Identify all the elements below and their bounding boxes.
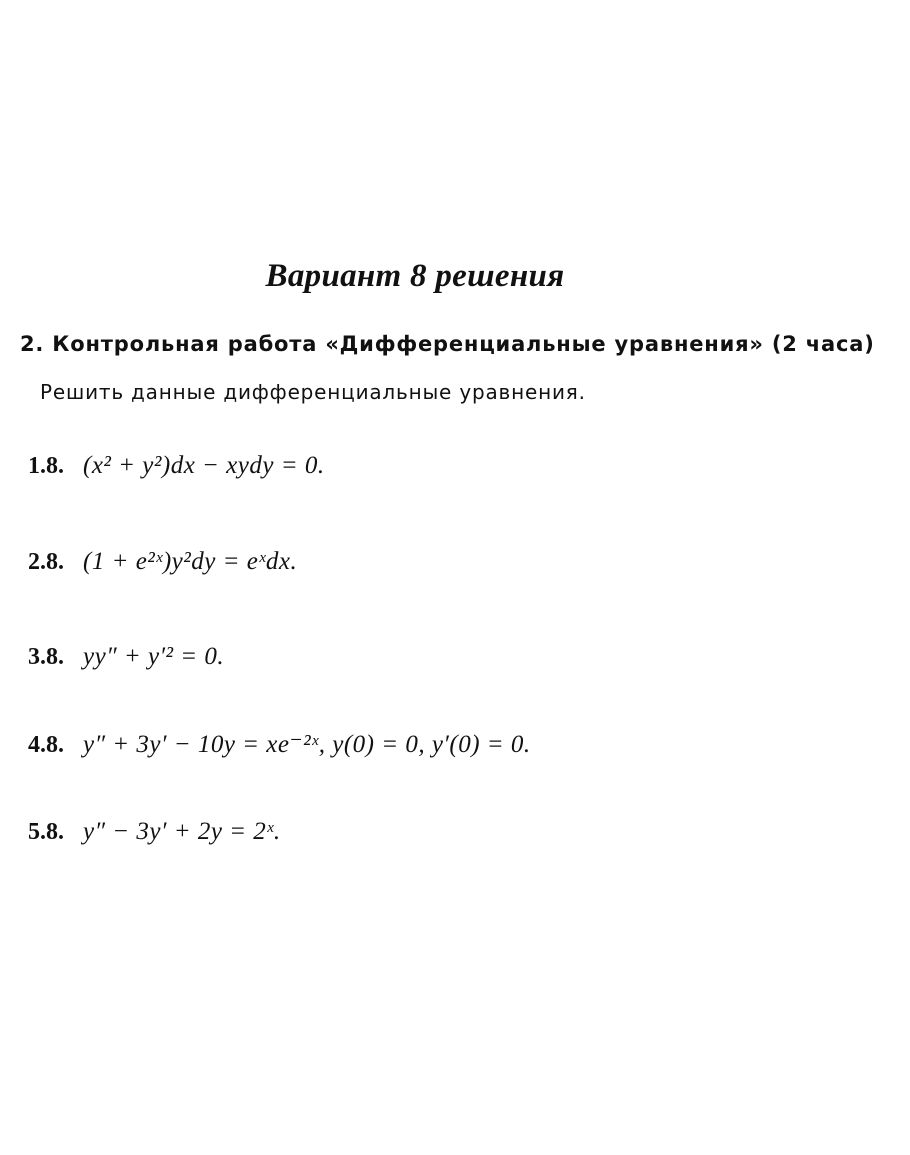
problem-equation: (x² + y²)dx − xydy = 0.	[83, 452, 325, 479]
problem-item	[28, 643, 224, 683]
problem-number: 5.8.	[28, 819, 64, 845]
problem-equation: (1 + e²ˣ)y²dy = eˣdx.	[83, 548, 298, 575]
problem-equation: y″ − 3y′ + 2y = 2ˣ.	[83, 818, 281, 845]
problem-item	[28, 818, 281, 858]
problem-number: 2.8.	[28, 549, 64, 575]
problem-item	[28, 452, 325, 492]
problem-number: 3.8.	[28, 644, 64, 670]
problem-number: 4.8.	[28, 732, 64, 758]
problem-number: 1.8.	[28, 453, 64, 479]
problem-item	[28, 548, 297, 588]
problem-item	[28, 729, 531, 769]
section-heading: 2. Контрольная работа «Дифференциальные уравнения» (2 часа)	[20, 332, 875, 356]
problem-equation: y″ + 3y′ − 10y = xe⁻²ˣ, y(0) = 0, y′(0) = 0.	[83, 731, 531, 758]
variant-title: Вариант 8 решения	[265, 258, 565, 294]
instruction-text: Решить данные дифференциальные уравнения.	[40, 380, 586, 404]
problem-equation: yy″ + y′² = 0.	[83, 643, 225, 670]
